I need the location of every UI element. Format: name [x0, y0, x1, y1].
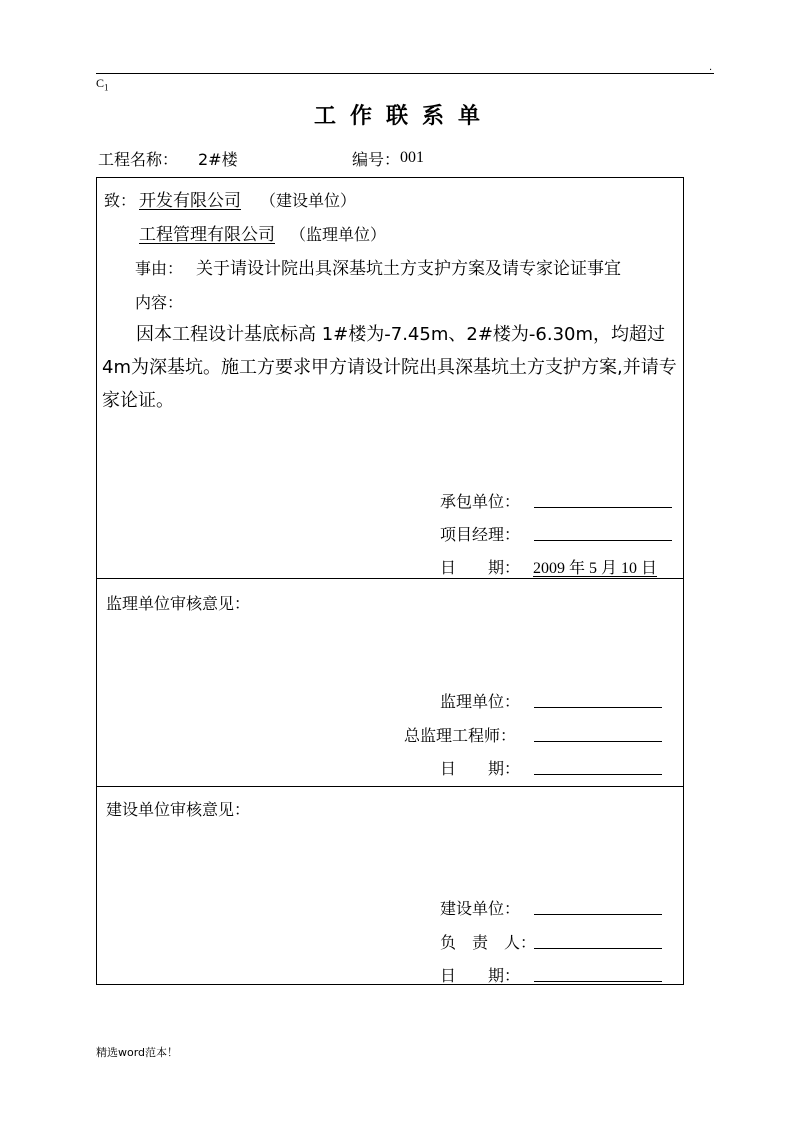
contact-date-value: 2009 年 5 月 10 日: [533, 560, 658, 577]
to-label: 致：: [104, 191, 137, 210]
content-text: [102, 318, 682, 417]
page-footer: 精选word范本！: [96, 1046, 179, 1059]
contact-date-label: 日 期：: [440, 558, 521, 577]
project-name-label: 工程名称：: [98, 150, 179, 169]
section-divider-2: [96, 786, 684, 787]
form-table: [96, 177, 684, 985]
number-label: 编号：: [352, 150, 401, 169]
subject-text: 关于请设计院出具深基坑土方支护方案及请专家论证事宜: [196, 259, 621, 279]
contractor-blank: [534, 507, 672, 508]
form-code-sub: 1: [104, 82, 109, 93]
project-manager-label: 项目经理：: [440, 525, 521, 544]
construction-heading: 建设单位审核意见：: [106, 800, 251, 819]
number-value: 001: [400, 149, 424, 166]
content-label: 内容：: [135, 293, 184, 312]
chief-engineer-label: 总监理工程师：: [404, 726, 517, 745]
responsible-person-label: 负 责 人：: [440, 933, 537, 952]
supervision-date-label: 日 期：: [440, 759, 521, 778]
construction-date-label: 日 期：: [440, 966, 521, 985]
responsible-person-blank: [534, 948, 662, 949]
supervision-heading: 监理单位审核意见：: [106, 594, 251, 613]
subject-label: 事由：: [135, 259, 184, 278]
recipient-role-1: （建设单位）: [260, 191, 357, 210]
header-dot: .: [709, 62, 713, 73]
supervision-date-blank: [534, 774, 662, 775]
chief-engineer-blank: [534, 741, 662, 742]
recipient-role-2: （监理单位）: [290, 225, 387, 244]
form-code: [96, 76, 109, 92]
page-title: 工作联系单: [313, 104, 494, 129]
section-divider-1: [96, 578, 684, 579]
content-paragraph: 因本工程设计基底标高 1#楼为-7.45m、2#楼为-6.30m，均超过4m为深基坑。施工方要求甲方请设计院出具深基坑土方支护方案,并请专家论证。: [102, 324, 677, 411]
supervision-unit-blank: [534, 707, 662, 708]
supervision-unit-label: 监理单位：: [440, 692, 521, 711]
project-manager-blank: [534, 540, 672, 541]
recipient-company-2: 工程管理有限公司: [139, 225, 275, 245]
project-name-value: 2#楼: [198, 150, 238, 169]
header-rule: [96, 73, 714, 74]
construction-date-blank: [534, 981, 662, 982]
recipient-company-1: 开发有限公司: [139, 191, 241, 211]
construction-unit-label: 建设单位：: [440, 899, 521, 918]
contractor-label: 承包单位：: [440, 492, 521, 511]
form-code-letter: C: [96, 76, 105, 90]
construction-unit-blank: [534, 914, 662, 915]
